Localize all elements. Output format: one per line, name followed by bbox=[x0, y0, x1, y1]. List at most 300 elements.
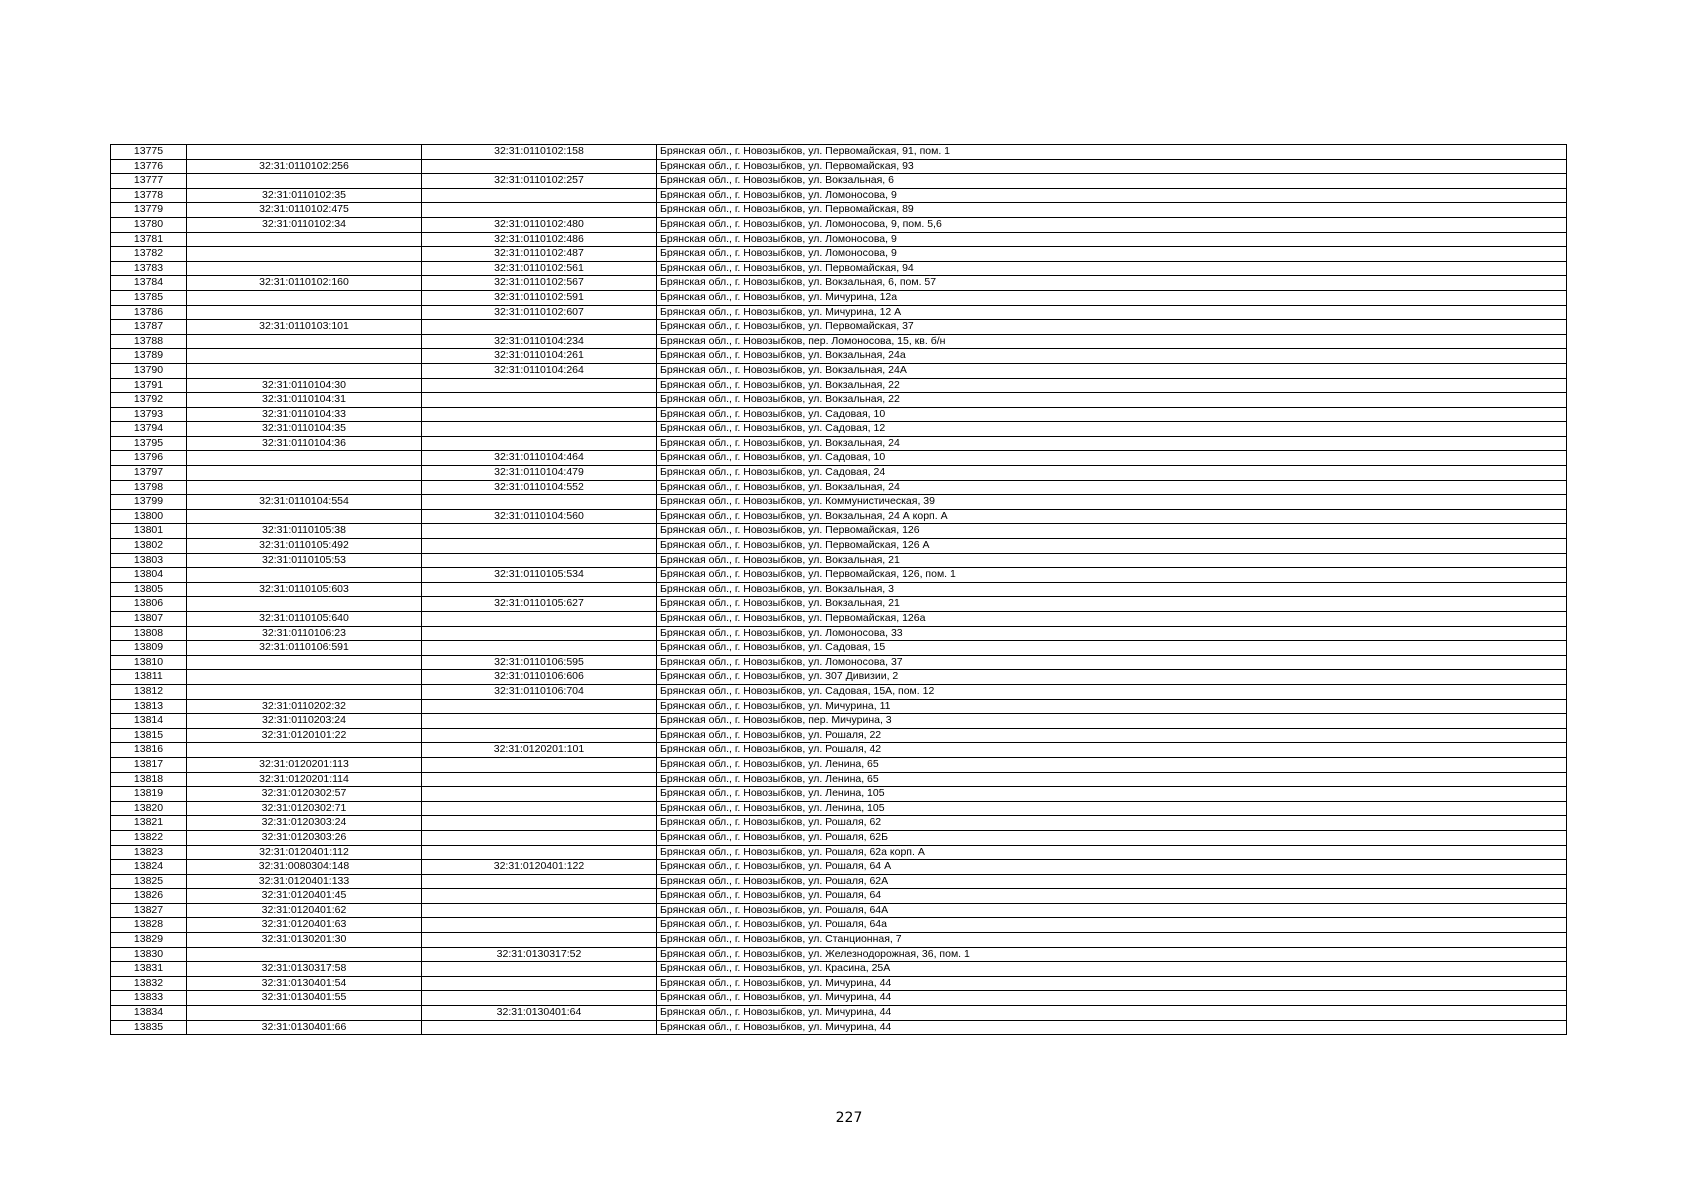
row-number-cell: 13828 bbox=[111, 918, 187, 933]
table-row bbox=[111, 787, 1567, 802]
address-cell: Брянская обл., г. Новозыбков, ул. Рошаля, 42 bbox=[657, 743, 1567, 758]
address-cell: Брянская обл., г. Новозыбков, ул. Садовая, 15 bbox=[657, 641, 1567, 656]
cadastral-number-cell bbox=[187, 334, 422, 349]
cadastral-number-secondary-cell bbox=[422, 991, 657, 1006]
cadastral-number-secondary-cell: 32:31:0110104:479 bbox=[422, 466, 657, 481]
cadastral-number-secondary-cell bbox=[422, 962, 657, 977]
cadastral-number-cell bbox=[187, 451, 422, 466]
table-row bbox=[111, 655, 1567, 670]
row-number-cell: 13833 bbox=[111, 991, 187, 1006]
cadastral-number-cell: 32:31:0110203:24 bbox=[187, 714, 422, 729]
cadastral-number-cell: 32:31:0110104:31 bbox=[187, 393, 422, 408]
row-number-cell: 13820 bbox=[111, 801, 187, 816]
cadastral-number-secondary-cell: 32:31:0110102:486 bbox=[422, 232, 657, 247]
row-number-cell: 13794 bbox=[111, 422, 187, 437]
address-cell: Брянская обл., г. Новозыбков, ул. Рошаля, 62а корп. А bbox=[657, 845, 1567, 860]
address-cell: Брянская обл., г. Новозыбков, ул. Рошаля, 64 А bbox=[657, 860, 1567, 875]
table-row bbox=[111, 436, 1567, 451]
row-number-cell: 13822 bbox=[111, 830, 187, 845]
cadastral-number-cell: 32:31:0130401:66 bbox=[187, 1020, 422, 1035]
cadastral-number-cell: 32:31:0110202:32 bbox=[187, 699, 422, 714]
table-row bbox=[111, 772, 1567, 787]
cadastral-number-cell bbox=[187, 509, 422, 524]
cadastral-number-secondary-cell: 32:31:0110106:606 bbox=[422, 670, 657, 685]
address-cell: Брянская обл., г. Новозыбков, ул. Первомайская, 94 bbox=[657, 261, 1567, 276]
cadastral-number-cell: 32:31:0120401:133 bbox=[187, 874, 422, 889]
address-cell: Брянская обл., г. Новозыбков, ул. Мичурина, 11 bbox=[657, 699, 1567, 714]
cadastral-number-secondary-cell bbox=[422, 203, 657, 218]
cadastral-number-cell: 32:31:0110103:101 bbox=[187, 320, 422, 335]
table-row bbox=[111, 976, 1567, 991]
row-number-cell: 13818 bbox=[111, 772, 187, 787]
address-cell: Брянская обл., г. Новозыбков, ул. Ленина, 105 bbox=[657, 801, 1567, 816]
table-row bbox=[111, 495, 1567, 510]
registry-table bbox=[110, 144, 1567, 1035]
cadastral-number-secondary-cell: 32:31:0110106:704 bbox=[422, 684, 657, 699]
cadastral-number-cell: 32:31:0120201:113 bbox=[187, 757, 422, 772]
row-number-cell: 13783 bbox=[111, 261, 187, 276]
cadastral-number-secondary-cell bbox=[422, 422, 657, 437]
cadastral-number-cell: 32:31:0120302:57 bbox=[187, 787, 422, 802]
address-cell: Брянская обл., г. Новозыбков, ул. Мичурина, 12а bbox=[657, 290, 1567, 305]
cadastral-number-cell: 32:31:0110102:34 bbox=[187, 217, 422, 232]
address-cell: Брянская обл., г. Новозыбков, ул. Первомайская, 89 bbox=[657, 203, 1567, 218]
cadastral-number-cell: 32:31:0110105:492 bbox=[187, 539, 422, 554]
cadastral-number-cell bbox=[187, 363, 422, 378]
table-row bbox=[111, 757, 1567, 772]
table-row bbox=[111, 743, 1567, 758]
address-cell: Брянская обл., г. Новозыбков, ул. Рошаля, 62Б bbox=[657, 830, 1567, 845]
row-number-cell: 13784 bbox=[111, 276, 187, 291]
row-number-cell: 13797 bbox=[111, 466, 187, 481]
cadastral-number-secondary-cell: 32:31:0110102:487 bbox=[422, 247, 657, 262]
table-row bbox=[111, 451, 1567, 466]
cadastral-number-secondary-cell bbox=[422, 903, 657, 918]
cadastral-number-secondary-cell: 32:31:0110104:234 bbox=[422, 334, 657, 349]
table-row bbox=[111, 174, 1567, 189]
address-cell: Брянская обл., г. Новозыбков, ул. Мичурина, 12 А bbox=[657, 305, 1567, 320]
row-number-cell: 13812 bbox=[111, 684, 187, 699]
cadastral-number-secondary-cell bbox=[422, 933, 657, 948]
row-number-cell: 13834 bbox=[111, 1006, 187, 1021]
table-row bbox=[111, 612, 1567, 627]
registry-table-body bbox=[111, 145, 1567, 1035]
row-number-cell: 13816 bbox=[111, 743, 187, 758]
cadastral-number-cell bbox=[187, 247, 422, 262]
table-row bbox=[111, 276, 1567, 291]
address-cell: Брянская обл., г. Новозыбков, пер. Мичурина, 3 bbox=[657, 714, 1567, 729]
table-row bbox=[111, 1006, 1567, 1021]
registry-sheet bbox=[110, 144, 1566, 1035]
cadastral-number-secondary-cell: 32:31:0110102:607 bbox=[422, 305, 657, 320]
row-number-cell: 13789 bbox=[111, 349, 187, 364]
address-cell: Брянская обл., г. Новозыбков, ул. 307 Дивизии, 2 bbox=[657, 670, 1567, 685]
address-cell: Брянская обл., г. Новозыбков, ул. Первомайская, 126а bbox=[657, 612, 1567, 627]
address-cell: Брянская обл., г. Новозыбков, ул. Вокзальная, 6, пом. 57 bbox=[657, 276, 1567, 291]
cadastral-number-secondary-cell bbox=[422, 816, 657, 831]
table-row bbox=[111, 582, 1567, 597]
table-row bbox=[111, 830, 1567, 845]
table-row bbox=[111, 539, 1567, 554]
table-row bbox=[111, 962, 1567, 977]
row-number-cell: 13817 bbox=[111, 757, 187, 772]
row-number-cell: 13801 bbox=[111, 524, 187, 539]
cadastral-number-cell bbox=[187, 261, 422, 276]
address-cell: Брянская обл., г. Новозыбков, ул. Первомайская, 91, пом. 1 bbox=[657, 145, 1567, 160]
table-row bbox=[111, 217, 1567, 232]
table-row bbox=[111, 947, 1567, 962]
cadastral-number-secondary-cell: 32:31:0110105:534 bbox=[422, 568, 657, 583]
cadastral-number-cell: 32:31:0110104:35 bbox=[187, 422, 422, 437]
row-number-cell: 13799 bbox=[111, 495, 187, 510]
row-number-cell: 13785 bbox=[111, 290, 187, 305]
cadastral-number-secondary-cell: 32:31:0110102:257 bbox=[422, 174, 657, 189]
table-row bbox=[111, 188, 1567, 203]
address-cell: Брянская обл., г. Новозыбков, ул. Вокзальная, 24а bbox=[657, 349, 1567, 364]
cadastral-number-secondary-cell: 32:31:0130317:52 bbox=[422, 947, 657, 962]
address-cell: Брянская обл., г. Новозыбков, пер. Ломоносова, 15, кв. б/н bbox=[657, 334, 1567, 349]
cadastral-number-cell: 32:31:0120401:112 bbox=[187, 845, 422, 860]
cadastral-number-secondary-cell: 32:31:0110102:591 bbox=[422, 290, 657, 305]
cadastral-number-secondary-cell: 32:31:0110104:560 bbox=[422, 509, 657, 524]
row-number-cell: 13821 bbox=[111, 816, 187, 831]
cadastral-number-secondary-cell bbox=[422, 378, 657, 393]
cadastral-number-secondary-cell bbox=[422, 436, 657, 451]
table-row bbox=[111, 728, 1567, 743]
address-cell: Брянская обл., г. Новозыбков, ул. Станционная, 7 bbox=[657, 933, 1567, 948]
table-row bbox=[111, 860, 1567, 875]
table-row bbox=[111, 626, 1567, 641]
table-row bbox=[111, 509, 1567, 524]
cadastral-number-secondary-cell bbox=[422, 320, 657, 335]
cadastral-number-secondary-cell bbox=[422, 874, 657, 889]
cadastral-number-cell: 32:31:0110102:256 bbox=[187, 159, 422, 174]
cadastral-number-secondary-cell bbox=[422, 728, 657, 743]
row-number-cell: 13796 bbox=[111, 451, 187, 466]
cadastral-number-secondary-cell: 32:31:0110102:158 bbox=[422, 145, 657, 160]
address-cell: Брянская обл., г. Новозыбков, ул. Ломоносова, 9 bbox=[657, 188, 1567, 203]
cadastral-number-secondary-cell: 32:31:0110105:627 bbox=[422, 597, 657, 612]
address-cell: Брянская обл., г. Новозыбков, ул. Первомайская, 126 bbox=[657, 524, 1567, 539]
address-cell: Брянская обл., г. Новозыбков, ул. Рошаля, 62А bbox=[657, 874, 1567, 889]
table-row bbox=[111, 903, 1567, 918]
row-number-cell: 13791 bbox=[111, 378, 187, 393]
table-row bbox=[111, 1020, 1567, 1035]
address-cell: Брянская обл., г. Новозыбков, ул. Мичурина, 44 bbox=[657, 1020, 1567, 1035]
cadastral-number-secondary-cell bbox=[422, 393, 657, 408]
row-number-cell: 13815 bbox=[111, 728, 187, 743]
cadastral-number-secondary-cell: 32:31:0110106:595 bbox=[422, 655, 657, 670]
row-number-cell: 13778 bbox=[111, 188, 187, 203]
cadastral-number-cell: 32:31:0110104:36 bbox=[187, 436, 422, 451]
row-number-cell: 13804 bbox=[111, 568, 187, 583]
row-number-cell: 13830 bbox=[111, 947, 187, 962]
row-number-cell: 13776 bbox=[111, 159, 187, 174]
table-row bbox=[111, 466, 1567, 481]
table-row bbox=[111, 524, 1567, 539]
cadastral-number-secondary-cell bbox=[422, 539, 657, 554]
row-number-cell: 13779 bbox=[111, 203, 187, 218]
cadastral-number-secondary-cell: 32:31:0110102:567 bbox=[422, 276, 657, 291]
table-row bbox=[111, 159, 1567, 174]
cadastral-number-secondary-cell: 32:31:0120201:101 bbox=[422, 743, 657, 758]
row-number-cell: 13826 bbox=[111, 889, 187, 904]
cadastral-number-secondary-cell bbox=[422, 612, 657, 627]
table-row bbox=[111, 363, 1567, 378]
table-row bbox=[111, 816, 1567, 831]
table-row bbox=[111, 480, 1567, 495]
address-cell: Брянская обл., г. Новозыбков, ул. Вокзальная, 22 bbox=[657, 393, 1567, 408]
cadastral-number-cell: 32:31:0110105:38 bbox=[187, 524, 422, 539]
cadastral-number-secondary-cell bbox=[422, 407, 657, 422]
cadastral-number-secondary-cell bbox=[422, 582, 657, 597]
cadastral-number-cell: 32:31:0120401:62 bbox=[187, 903, 422, 918]
cadastral-number-secondary-cell bbox=[422, 553, 657, 568]
row-number-cell: 13811 bbox=[111, 670, 187, 685]
cadastral-number-secondary-cell bbox=[422, 524, 657, 539]
address-cell: Брянская обл., г. Новозыбков, ул. Садовая, 10 bbox=[657, 407, 1567, 422]
cadastral-number-secondary-cell bbox=[422, 830, 657, 845]
row-number-cell: 13777 bbox=[111, 174, 187, 189]
cadastral-number-cell bbox=[187, 947, 422, 962]
table-row bbox=[111, 320, 1567, 335]
address-cell: Брянская обл., г. Новозыбков, ул. Садовая, 10 bbox=[657, 451, 1567, 466]
table-row bbox=[111, 684, 1567, 699]
cadastral-number-cell: 32:31:0110102:475 bbox=[187, 203, 422, 218]
cadastral-number-cell: 32:31:0120303:24 bbox=[187, 816, 422, 831]
cadastral-number-cell bbox=[187, 568, 422, 583]
address-cell: Брянская обл., г. Новозыбков, ул. Вокзальная, 22 bbox=[657, 378, 1567, 393]
cadastral-number-cell: 32:31:0120302:71 bbox=[187, 801, 422, 816]
row-number-cell: 13819 bbox=[111, 787, 187, 802]
row-number-cell: 13806 bbox=[111, 597, 187, 612]
cadastral-number-secondary-cell bbox=[422, 641, 657, 656]
cadastral-number-cell: 32:31:0130401:55 bbox=[187, 991, 422, 1006]
address-cell: Брянская обл., г. Новозыбков, ул. Вокзальная, 3 bbox=[657, 582, 1567, 597]
cadastral-number-cell: 32:31:0120401:63 bbox=[187, 918, 422, 933]
row-number-cell: 13835 bbox=[111, 1020, 187, 1035]
cadastral-number-secondary-cell: 32:31:0110104:552 bbox=[422, 480, 657, 495]
cadastral-number-cell bbox=[187, 670, 422, 685]
cadastral-number-cell bbox=[187, 349, 422, 364]
row-number-cell: 13810 bbox=[111, 655, 187, 670]
table-row bbox=[111, 699, 1567, 714]
table-row bbox=[111, 845, 1567, 860]
cadastral-number-cell: 32:31:0130401:54 bbox=[187, 976, 422, 991]
address-cell: Брянская обл., г. Новозыбков, ул. Вокзальная, 6 bbox=[657, 174, 1567, 189]
table-row bbox=[111, 889, 1567, 904]
row-number-cell: 13790 bbox=[111, 363, 187, 378]
cadastral-number-secondary-cell bbox=[422, 801, 657, 816]
cadastral-number-secondary-cell bbox=[422, 918, 657, 933]
cadastral-number-cell bbox=[187, 145, 422, 160]
cadastral-number-cell bbox=[187, 684, 422, 699]
address-cell: Брянская обл., г. Новозыбков, ул. Вокзальная, 24 А корп. А bbox=[657, 509, 1567, 524]
table-row bbox=[111, 378, 1567, 393]
cadastral-number-cell: 32:31:0120101:22 bbox=[187, 728, 422, 743]
cadastral-number-cell bbox=[187, 743, 422, 758]
table-row bbox=[111, 290, 1567, 305]
cadastral-number-cell: 32:31:0110106:23 bbox=[187, 626, 422, 641]
cadastral-number-secondary-cell bbox=[422, 714, 657, 729]
table-row bbox=[111, 670, 1567, 685]
table-row bbox=[111, 145, 1567, 160]
table-row bbox=[111, 918, 1567, 933]
table-row bbox=[111, 349, 1567, 364]
cadastral-number-secondary-cell bbox=[422, 1020, 657, 1035]
address-cell: Брянская обл., г. Новозыбков, ул. Мичурина, 44 bbox=[657, 991, 1567, 1006]
address-cell: Брянская обл., г. Новозыбков, ул. Ломоносова, 37 bbox=[657, 655, 1567, 670]
address-cell: Брянская обл., г. Новозыбков, ул. Первомайская, 37 bbox=[657, 320, 1567, 335]
table-row bbox=[111, 232, 1567, 247]
row-number-cell: 13814 bbox=[111, 714, 187, 729]
table-row bbox=[111, 393, 1567, 408]
cadastral-number-cell bbox=[187, 480, 422, 495]
table-row bbox=[111, 641, 1567, 656]
cadastral-number-cell: 32:31:0110105:53 bbox=[187, 553, 422, 568]
table-row bbox=[111, 553, 1567, 568]
address-cell: Брянская обл., г. Новозыбков, ул. Садовая, 12 bbox=[657, 422, 1567, 437]
cadastral-number-secondary-cell bbox=[422, 626, 657, 641]
cadastral-number-cell bbox=[187, 466, 422, 481]
cadastral-number-cell: 32:31:0080304:148 bbox=[187, 860, 422, 875]
cadastral-number-secondary-cell: 32:31:0110102:480 bbox=[422, 217, 657, 232]
table-row bbox=[111, 422, 1567, 437]
cadastral-number-secondary-cell bbox=[422, 845, 657, 860]
row-number-cell: 13823 bbox=[111, 845, 187, 860]
row-number-cell: 13813 bbox=[111, 699, 187, 714]
cadastral-number-cell: 32:31:0110102:35 bbox=[187, 188, 422, 203]
table-row bbox=[111, 874, 1567, 889]
address-cell: Брянская обл., г. Новозыбков, ул. Первомайская, 126, пом. 1 bbox=[657, 568, 1567, 583]
address-cell: Брянская обл., г. Новозыбков, ул. Вокзальная, 21 bbox=[657, 597, 1567, 612]
address-cell: Брянская обл., г. Новозыбков, ул. Садовая, 15А, пом. 12 bbox=[657, 684, 1567, 699]
row-number-cell: 13792 bbox=[111, 393, 187, 408]
address-cell: Брянская обл., г. Новозыбков, ул. Ленина, 65 bbox=[657, 772, 1567, 787]
row-number-cell: 13825 bbox=[111, 874, 187, 889]
cadastral-number-secondary-cell bbox=[422, 699, 657, 714]
row-number-cell: 13807 bbox=[111, 612, 187, 627]
address-cell: Брянская обл., г. Новозыбков, ул. Вокзальная, 21 bbox=[657, 553, 1567, 568]
row-number-cell: 13786 bbox=[111, 305, 187, 320]
table-row bbox=[111, 933, 1567, 948]
address-cell: Брянская обл., г. Новозыбков, ул. Рошаля, 22 bbox=[657, 728, 1567, 743]
row-number-cell: 13829 bbox=[111, 933, 187, 948]
address-cell: Брянская обл., г. Новозыбков, ул. Ломоносова, 9 bbox=[657, 247, 1567, 262]
cadastral-number-cell: 32:31:0120401:45 bbox=[187, 889, 422, 904]
address-cell: Брянская обл., г. Новозыбков, ул. Первомайская, 126 А bbox=[657, 539, 1567, 554]
row-number-cell: 13798 bbox=[111, 480, 187, 495]
table-row bbox=[111, 407, 1567, 422]
row-number-cell: 13805 bbox=[111, 582, 187, 597]
address-cell: Брянская обл., г. Новозыбков, ул. Первомайская, 93 bbox=[657, 159, 1567, 174]
address-cell: Брянская обл., г. Новозыбков, ул. Ломоносова, 33 bbox=[657, 626, 1567, 641]
table-row bbox=[111, 334, 1567, 349]
cadastral-number-secondary-cell: 32:31:0120401:122 bbox=[422, 860, 657, 875]
cadastral-number-cell bbox=[187, 597, 422, 612]
table-row bbox=[111, 801, 1567, 816]
row-number-cell: 13795 bbox=[111, 436, 187, 451]
table-row bbox=[111, 247, 1567, 262]
address-cell: Брянская обл., г. Новозыбков, ул. Рошаля, 62 bbox=[657, 816, 1567, 831]
row-number-cell: 13802 bbox=[111, 539, 187, 554]
cadastral-number-secondary-cell bbox=[422, 757, 657, 772]
row-number-cell: 13800 bbox=[111, 509, 187, 524]
cadastral-number-secondary-cell bbox=[422, 188, 657, 203]
address-cell: Брянская обл., г. Новозыбков, ул. Вокзальная, 24 bbox=[657, 480, 1567, 495]
row-number-cell: 13808 bbox=[111, 626, 187, 641]
cadastral-number-secondary-cell: 32:31:0110104:264 bbox=[422, 363, 657, 378]
row-number-cell: 13788 bbox=[111, 334, 187, 349]
page-number: 227 bbox=[835, 1110, 863, 1126]
cadastral-number-cell: 32:31:0120201:114 bbox=[187, 772, 422, 787]
address-cell: Брянская обл., г. Новозыбков, ул. Рошаля, 64а bbox=[657, 918, 1567, 933]
cadastral-number-cell: 32:31:0110104:30 bbox=[187, 378, 422, 393]
row-number-cell: 13775 bbox=[111, 145, 187, 160]
row-number-cell: 13781 bbox=[111, 232, 187, 247]
cadastral-number-cell: 32:31:0120303:26 bbox=[187, 830, 422, 845]
table-row bbox=[111, 991, 1567, 1006]
cadastral-number-cell bbox=[187, 655, 422, 670]
row-number-cell: 13809 bbox=[111, 641, 187, 656]
table-row bbox=[111, 261, 1567, 276]
cadastral-number-secondary-cell: 32:31:0110104:464 bbox=[422, 451, 657, 466]
row-number-cell: 13831 bbox=[111, 962, 187, 977]
cadastral-number-secondary-cell bbox=[422, 159, 657, 174]
cadastral-number-secondary-cell bbox=[422, 772, 657, 787]
row-number-cell: 13827 bbox=[111, 903, 187, 918]
cadastral-number-secondary-cell: 32:31:0130401:64 bbox=[422, 1006, 657, 1021]
row-number-cell: 13780 bbox=[111, 217, 187, 232]
address-cell: Брянская обл., г. Новозыбков, ул. Железнодорожная, 36, пом. 1 bbox=[657, 947, 1567, 962]
cadastral-number-cell: 32:31:0110104:554 bbox=[187, 495, 422, 510]
cadastral-number-cell: 32:31:0130201:30 bbox=[187, 933, 422, 948]
address-cell: Брянская обл., г. Новозыбков, ул. Ленина, 105 bbox=[657, 787, 1567, 802]
table-row bbox=[111, 714, 1567, 729]
cadastral-number-secondary-cell bbox=[422, 495, 657, 510]
row-number-cell: 13793 bbox=[111, 407, 187, 422]
cadastral-number-secondary-cell: 32:31:0110102:561 bbox=[422, 261, 657, 276]
cadastral-number-cell: 32:31:0110105:603 bbox=[187, 582, 422, 597]
address-cell: Брянская обл., г. Новозыбков, ул. Рошаля, 64А bbox=[657, 903, 1567, 918]
row-number-cell: 13832 bbox=[111, 976, 187, 991]
address-cell: Брянская обл., г. Новозыбков, ул. Мичурина, 44 bbox=[657, 1006, 1567, 1021]
cadastral-number-secondary-cell bbox=[422, 787, 657, 802]
address-cell: Брянская обл., г. Новозыбков, ул. Садовая, 24 bbox=[657, 466, 1567, 481]
row-number-cell: 13803 bbox=[111, 553, 187, 568]
table-row bbox=[111, 597, 1567, 612]
address-cell: Брянская обл., г. Новозыбков, ул. Рошаля, 64 bbox=[657, 889, 1567, 904]
address-cell: Брянская обл., г. Новозыбков, ул. Красина, 25А bbox=[657, 962, 1567, 977]
row-number-cell: 13824 bbox=[111, 860, 187, 875]
address-cell: Брянская обл., г. Новозыбков, ул. Вокзальная, 24А bbox=[657, 363, 1567, 378]
table-row bbox=[111, 568, 1567, 583]
cadastral-number-cell: 32:31:0110104:33 bbox=[187, 407, 422, 422]
address-cell: Брянская обл., г. Новозыбков, ул. Вокзальная, 24 bbox=[657, 436, 1567, 451]
cadastral-number-secondary-cell bbox=[422, 976, 657, 991]
cadastral-number-cell bbox=[187, 290, 422, 305]
cadastral-number-cell: 32:31:0110102:160 bbox=[187, 276, 422, 291]
cadastral-number-cell: 32:31:0110106:591 bbox=[187, 641, 422, 656]
address-cell: Брянская обл., г. Новозыбков, ул. Ломоносова, 9 bbox=[657, 232, 1567, 247]
cadastral-number-secondary-cell: 32:31:0110104:261 bbox=[422, 349, 657, 364]
row-number-cell: 13782 bbox=[111, 247, 187, 262]
address-cell: Брянская обл., г. Новозыбков, ул. Мичурина, 44 bbox=[657, 976, 1567, 991]
table-row bbox=[111, 305, 1567, 320]
cadastral-number-cell bbox=[187, 232, 422, 247]
address-cell: Брянская обл., г. Новозыбков, ул. Коммунистическая, 39 bbox=[657, 495, 1567, 510]
table-row bbox=[111, 203, 1567, 218]
